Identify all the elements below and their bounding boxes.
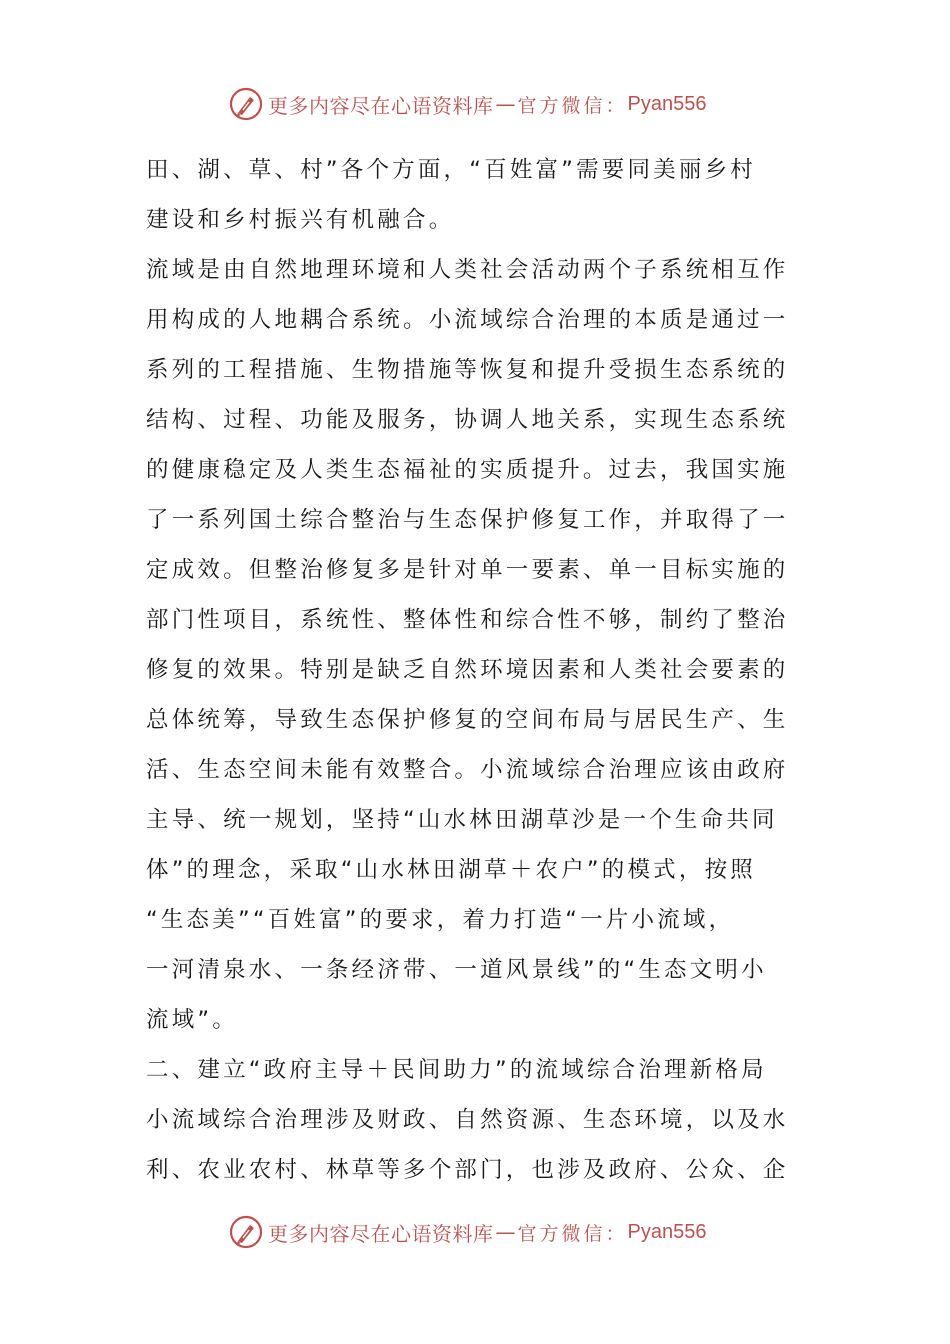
body-line: 活、生态空间未能有效整合。小流域综合治理应该由政府 [146,757,789,783]
header-banner-dash: — [495,92,516,116]
body-line: 总体统筹，导致生态保护修复的空间布局与居民生产、生 [146,707,789,733]
body-line: 定成效。但整治修复多是针对单一要素、单一目标实施的 [146,557,789,583]
section-heading: 二、建立“政府主导＋民间助力”的流域综合治理新格局 [146,1057,767,1083]
body-line: 修复的效果。特别是缺乏自然环境因素和人类社会要素的 [146,657,789,683]
body-line: 结构、过程、功能及服务，协调人地关系，实现生态系统 [146,407,789,433]
body-line: 小流域综合治理涉及财政、自然资源、生态环境，以及水 [146,1107,789,1133]
body-line: 了一系列国土综合整治与生态保护修复工作，并取得了一 [146,507,789,533]
footer-wechat-id: Pyan556 [627,1220,707,1243]
body-line: 一河清泉水、一条经济带、一道风景线”的“生态文明小 [146,957,767,983]
header-wechat-id: Pyan556 [627,92,707,115]
body-line: “生态美”“百姓富”的要求，着力打造“一片小流域， [146,907,735,933]
header-banner [228,84,706,124]
pen-logo-icon [228,86,264,122]
header-wechat-label: 官方微信： [517,94,628,117]
body-line: 系列的工程措施、生物措施等恢复和提升受损生态系统的 [146,357,789,383]
header-banner-text: 更多内容尽在心语资料库 [268,93,494,118]
body-line: 建设和乡村振兴有机融合。 [146,207,455,233]
footer-banner-dash: — [495,1220,516,1244]
footer-wechat-label: 官方微信： [517,1222,628,1245]
body-line: 田、湖、草、村”各个方面，“百姓富”需要同美丽乡村 [146,157,756,183]
body-line: 流域”。 [146,1007,238,1033]
body-line: 利、农业农村、林草等多个部门，也涉及政府、公众、企 [146,1157,789,1183]
footer-banner-text: 更多内容尽在心语资料库 [268,1221,494,1246]
body-line: 体”的理念，采取“山水林田湖草＋农户”的模式，按照 [146,857,756,883]
pen-logo-icon [228,1214,264,1250]
body-line: 部门性项目，系统性、整体性和综合性不够，制约了整治 [146,607,789,633]
body-line: 流域是由自然地理环境和人类社会活动两个子系统相互作 [146,257,789,283]
body-line: 的健康稳定及人类生态福祉的实质提升。过去，我国实施 [146,457,789,483]
body-line: 主导、统一规划，坚持“山水林田湖草沙是一个生命共同 [146,807,778,833]
body-line: 用构成的人地耦合系统。小流域综合治理的本质是通过一 [146,307,789,333]
document-body [146,145,808,1195]
footer-banner [228,1212,706,1252]
